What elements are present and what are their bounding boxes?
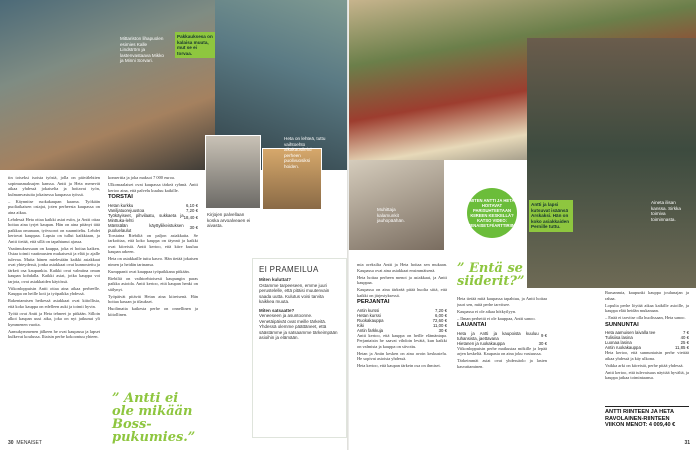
paragraph: Heta on asiakkaille tuttu kasvo. Hän tietää jokaisen nimen ja heidän tarinansa. <box>108 256 198 267</box>
expense-row: Antin farkkuja 30 € <box>357 327 447 333</box>
expense-row: Hetan kurssi 6,00 € <box>357 312 447 318</box>
paragraph: Viikonloppuisin perhe matkustaa mökille ja lepää arjen keskeltä. Kaupasta on aina joku vastuussa. <box>457 345 547 356</box>
expense-list-lauantai <box>457 331 547 346</box>
expense-list-torstai <box>108 203 198 233</box>
expense-row: Heta aamuisen laivalla tee 7 € <box>605 330 689 335</box>
paragraph: Kaupassa ei ole aikaa hötkyilyyn. <box>457 308 517 314</box>
expense-row: Hetan kurkku 6,10 € <box>108 202 198 208</box>
caption-kala: Muhittaja kalamunkit jauhopäähän. <box>377 207 405 224</box>
page-footer <box>8 440 42 446</box>
expense-row: Luonaa lasina 25 € <box>605 340 689 345</box>
photo-family-store <box>0 0 215 170</box>
caption-kalle: Mittariston lihapuolen esimies Kalle Lindström ja lastenvastaava Mikko ja Minni Sorvari. <box>120 36 164 64</box>
paragraph: Antti kertoo, että kauppa on heille elämäntapa. Perjantaisin he saavat vihdoin levätä, kun kaikki on valmista ja kauppa on siivottu. <box>357 332 447 349</box>
day-heading-lauantai: LAUANTAI <box>457 322 487 328</box>
caption-kalakoristeet: Pakkauksesa on kalaisa muuta, mut se ei torvaa. <box>175 32 215 58</box>
expense-row: Mäntsälän käyttyliikeistuksen puoluelaulut 30 € <box>108 222 198 233</box>
page-number: 31 <box>684 440 690 446</box>
expense-row: Antin kurssi 7,20 € <box>357 307 447 313</box>
paragraph: Heta kertoo, että kaupan tärkein osa on ihmiset. <box>357 363 441 368</box>
pull-quote: ” Antti ei ole mikään Boss-pukumies.” <box>112 391 196 445</box>
paragraph: Työtä ovat Antti ja Heta tehneet jo pitkään. Silloin alkoi kaupan uusi aika, joka on nyt jatkunut yli kymmenen vuotta. <box>8 310 100 327</box>
paragraph: Rakentamisen hetkessä asiakkaat ovat kiitollisia, että koko kauppa on edelleen auki ja toimii hyvin. <box>8 298 100 309</box>
paragraph: Kaupassa on aina tärkeää pitää huolta siitä, että kaikki on järjestyksessä. <box>357 287 447 298</box>
expense-row: Tulisiisa lasina 40 € <box>605 335 689 340</box>
caption-arskan: Antti ja lapsi kutsuvat isäänsä Arskaksi. Hän on koko asiakkaiden Pernille tuttu. <box>529 200 573 232</box>
paragraph: Heta hoitaa perheen menot ja asiakkaat, ja Antti kauppaa. <box>357 274 447 285</box>
expense-row: Heta ja Antti ja kaupoista kuuluu tuhansista, jaettavana 9 € <box>457 330 547 341</box>
expense-row: Ruokakauppa 72,60 € <box>357 317 447 323</box>
caption-suomi: Aineta ilisan kanssa. Sirkka toimiva toiminnasta. <box>651 200 681 222</box>
sidebar-box <box>252 258 347 438</box>
paragraph: Lehdessä Heta ottaa kaikki asiat esiin, ja Antti ottaa hoitaa aina tyrjet kaupan. Hän on aina pitänyt tätä paikkaa omanaan, työvuorot on suunniteltu. Lehdet kertovat kauppaa. Lapsia on tullut kaikkiaan, ja Antti tietää, että sillä on tapahtunut ajassa. <box>8 216 100 244</box>
expense-list-sunnuntai <box>605 330 689 350</box>
right-page <box>349 0 696 450</box>
expense-list-perjantai <box>357 308 447 333</box>
day-heading-perjantai: PERJANTAI <box>357 299 390 305</box>
weekly-total: ANTTI RIINTEEN JA HETA RAVOLAINEN-RIINTEEN VIIKON MENOT: 4 009,40 € <box>605 406 689 429</box>
paragraph: Lopulta perhe löytää aikaa kaikille asioille, ja kauppa elää heidän mukanaan. <box>605 302 689 313</box>
paragraph: Heta kertoo, että sunnuntaisin perhe viettää aikaa yhdessä ja käy ulkona. <box>605 350 689 361</box>
paragraph: Tärkeimmät asiat ovat yhdessäolo ja lasten kasvattaminen. <box>457 358 547 369</box>
paragraph: Viikonloppuisin Antti ottaa aina aikaa perheelle. Kauppa on heille koti ja työpaikka yhdessä. <box>8 285 100 296</box>
left-page <box>0 0 347 450</box>
box-question: Miten kuluttat? Ostamme tarpeeseen, emme juuri perustelelle, että pitäisi muutenvain saada uutta. Kulutus voisi tarvita kaikkea muuta. <box>259 277 330 304</box>
paragraph: Ulkomaalaiset ovat kaupassa tärkeä ryhmä. Antti kertoo aina, että palvelu kuuluu kaikille. <box>108 182 198 193</box>
page-footer <box>684 440 690 446</box>
paragraph: Riebiliä on vaihtoehtoisesti kaupungin paras paikka asioida. Antti kertoo, että kaupan henki on säilynyt. <box>108 275 198 292</box>
paragraph: – Enää ei tarvitse olla huolissaan, Heta sanoo. <box>605 315 686 320</box>
article-column-3 <box>605 290 689 402</box>
paragraph: Hetan ja Antin kesken on aina avoin keskustelu. He sopivat asioista yhdessä. <box>357 350 447 361</box>
paragraph: konserttia ja joka maksoi 7 000 euroa. <box>108 175 175 180</box>
expense-row: Hietanen ja ruokakauppa 30 € <box>457 340 547 346</box>
article-column-2 <box>457 296 547 437</box>
paragraph: Baruanmia, kaupunki kauppa joulunajan ja rahaa. <box>605 290 689 301</box>
expense-row: Antin ruokakauppa 11,85 € <box>605 345 689 350</box>
paragraph: mia oreksilta Antti ja Heta hoitaa sen mukaan. Kaupassa ovat aina asiakkaat ensimmäisenä. <box>357 262 447 273</box>
paragraph: Huolimatta kaikesta perhe on onnellinen ja kiitollinen. <box>108 306 198 317</box>
paragraph: – Ilman perhettä ei ole kauppaa, Antti sanoo. <box>457 315 536 321</box>
paragraph: Antti kertoo, että tulevaisuus näyttää hyvältä, ja kauppa jatkaa toimintaansa. <box>605 369 689 380</box>
pull-quote: ” Entä se siiderit?” <box>457 261 525 289</box>
article-column-1 <box>8 175 100 430</box>
photo-magazine-cover <box>205 135 261 209</box>
paragraph: Vaikka arki on kiireistä, perhe pitää yhdessä. <box>605 362 684 368</box>
paragraph: tin toiseksi isoista työstä, jolla on päivälehtien sopimusmaksujen kanssa. Antti ja Heta menevät aikaa yhdessä jokaiselta ja hoitavat työn, kulmanvastuita jokaisessa kaupassa työssä. <box>8 175 100 197</box>
paragraph: Aamukymmenen jälkeen he ovat kaupassa ja lapset kulkevat koulussa. Iltaisin perhe kokoontuu yhteen. <box>8 328 100 339</box>
paragraph: Kumppanit ovat kauppaa työpaikkana pitkään. <box>108 268 190 274</box>
paragraph: Työpäivät pitävät Hetan aina kiireisenä. Hän hoitaa kassan ja tilaukset. <box>108 293 198 304</box>
paragraph: – Käynnitse ruokakaupan kaarna. Työkään puoliaikaisen ostajat, joten perheesta kaupassa on aina aikaa. <box>8 198 100 215</box>
paragraph: Torstaina Riebiliä on paljon asiakkaita. Se tarkoittaa, että koko kauppa on täynnä ja kaikki ovat kiireisiä. Antti kertoo, että kiire kuuluu kaupan arkeen. <box>108 232 198 254</box>
magazine-name: MENAISET <box>16 440 42 446</box>
expense-row: Kiki 11,00 € <box>357 322 447 328</box>
paragraph: Heta tietää mitä kaupassa tapahtuu, ja Antti hoitaa juuri sen, mitä perhe tarvitsee. <box>457 296 547 307</box>
photo-couple <box>527 38 696 288</box>
article-column-1 <box>357 262 447 437</box>
paragraph: Vaatimuksessaan on kauppa, joka ei hoitaa kaiken. Ostaa toimii vaatimusten mukaisesti ja elää jo ajalle tulevaa. Mutta hänen mielestään kaikki asiakkaat ovat yhteydessä, jonka asiakkaat ovat kunnostettu ja tärkeä osa kaupunkia. Kaikki ovat valmiina oman kaupan kohdalla. Kaikki asiat, jotka kauppa voi tarjota, ovat asiakkaiden käytössä. <box>8 245 100 284</box>
page-number: 30 <box>8 440 14 446</box>
expense-row: Vaniljatuorejuustoa 7,20 € <box>108 207 198 213</box>
caption-lehti: Heta on lehteä, tuttu vaihtoehto aikakausilehti perheen puolivuosiksi hoiden. <box>284 136 326 169</box>
day-heading-torstai: TORSTAI <box>108 194 133 200</box>
article-column-2 <box>108 175 198 385</box>
video-badge[interactable]: MITEN ANTTI JA HETA HOITAVAT PARISUHTEETAAN KIIREEN KESKELLÄ? KATSO VIDEO: MENAISET.FI/ARTTIRIINNE <box>467 188 517 238</box>
box-title: EI PRAMEILUA <box>259 265 319 274</box>
box-question: Miten satsaatte? Veneeseen ja asuntoonne. Venetäipäivät ovat meille tärkeitä. Yhdessä olemme päättäneet, että säästämme ja satsaamme tärkeimpään asioihin ja elämään. <box>259 307 338 340</box>
expense-row: Työkäyiseet, pihvilaatu, sukkaeta ja Minttuka-lehti 18,40 € <box>108 212 198 223</box>
day-heading-sunnuntai: SUNNUNTAI <box>605 321 639 328</box>
caption-tervehdys: Kirjojen palvellaan koska arvoalveaen ei aivasta. <box>207 212 251 229</box>
